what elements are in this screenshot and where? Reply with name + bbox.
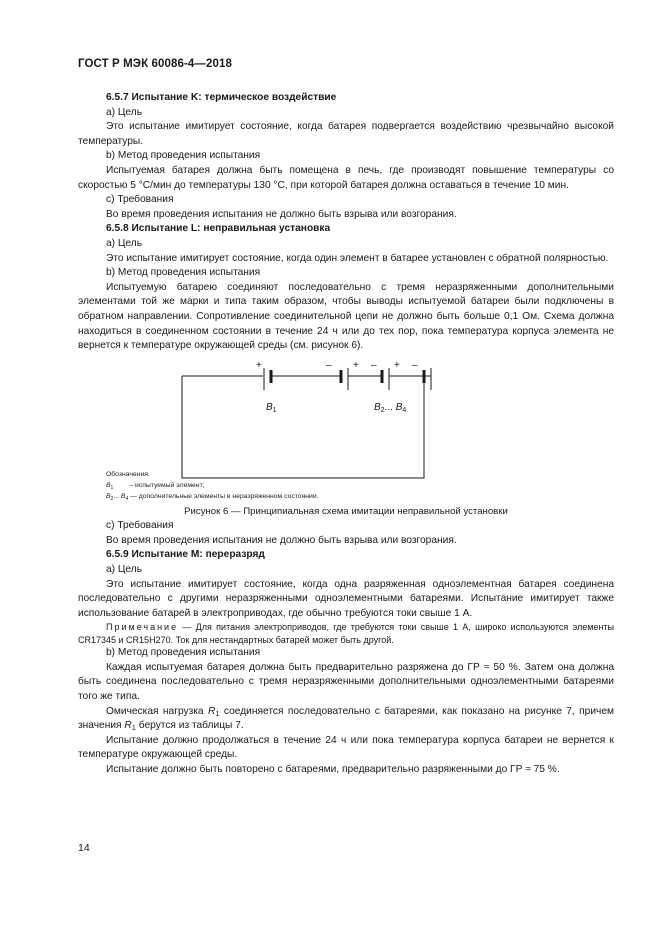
figure-6-circuit — [78, 359, 614, 505]
b3-minus-sign: – — [371, 359, 377, 371]
b2-plus-sign: + — [353, 359, 359, 371]
section-heading-657: 6.5.7 Испытание K: термическое воздействие — [106, 92, 337, 103]
s657-c-label: c) Требования — [106, 194, 174, 206]
b2-minus-sign: – — [326, 359, 332, 371]
s659-b-label: b) Метод проведения испытания — [106, 647, 261, 659]
s659-b-text4: Испытание должно быть повторено с батареями, предварительно разряженными до ГР ≈ 75 %. — [106, 764, 560, 775]
note-text: — Для питания электроприводов, где требуются токи свыше 1 А, широко используются элементы CR17345 и CR15H270. Ток для нестандартных батарей может быть другой. — [78, 622, 614, 645]
s658-a-label: a) Цель — [106, 237, 143, 249]
s659-a-text: Это испытание имитирует состояние, когда одна разряженная одноэлементная батарея соединена последовательно с другими неразряженными одноэлементными батареями. Испытание имитирует также использование батарей в электроприводах, где обычно требуются токи свыше 1 А. — [78, 578, 614, 619]
s657-b-label: b) Метод проведения испытания — [106, 150, 261, 162]
label-b2-b4: $B_2$... $B_4$ — [374, 401, 407, 414]
circuit-wire-loop — [182, 376, 424, 478]
s659-b-text2: Омическая нагрузка $R_1$ соединяется последовательно с батареями, как показано на рисунке 7, причем значения $R_1$ берутся из таблицы 7. — [78, 705, 614, 733]
b1-plus-sign: + — [256, 359, 262, 371]
s658-c-label: c) Требования — [106, 520, 174, 532]
s658-b-label: b) Метод проведения испытания — [106, 267, 261, 279]
legend-b2-b4: $B_2$... $B_4$ — дополнительные элементы в неразряженном состоянии. — [106, 493, 319, 503]
section-heading-658: 6.5.8 Испытание L: неправильная установка — [106, 223, 331, 235]
s657-b-text: Испытуемая батарея должна быть помещена в печь, где производят повышение температуры со скоростью 5 °C/мин до температуры 130 °C, при которой батарея должна оставаться в течение 10 мин. — [78, 164, 614, 191]
s659-b-text3: Испытание должно продолжаться в течение 24 ч или пока температура корпуса батареи не вернется к температуре окружающей среды. — [78, 734, 614, 761]
b3-plus-sign: + — [394, 359, 400, 371]
s659-b-text1: Каждая испытуемая батарея должна быть предварительно разряжена до ГР ≈ 50 %. Затем она должна быть соединена последовательно с тремя неразряженными дополнительными одноэлементными батареями того же типа. — [78, 661, 614, 703]
s659-a-label: a) Цель — [106, 564, 143, 576]
document-header: ГОСТ Р МЭК 60086-4—2018 — [78, 58, 232, 70]
s657-c-text: Во время проведения испытания не должно быть взрыва или возгорания. — [106, 208, 457, 220]
page-content — [78, 91, 614, 778]
s658-b-text: Испытуемую батарею соединяют последовательно с тремя неразряженными дополнительными элементами той же марки и типа таким образом, чтобы выводы испытуемой батареи были подключены в обратном направлении. Сопротивление соединительной цепи не должно быть больше 0,1 Ом. Схема должна находиться в соединенном состоянии в течение 24 ч или до тех пор, пока температура корпуса элемента не вернется к температуре окружающей среды (см. рисунок 6). — [78, 281, 614, 352]
s658-c-text: Во время проведения испытания не должно быть взрыва или возгорания. — [106, 534, 457, 546]
legend-b1: $B_1$ – испытуемый элемент; — [106, 481, 205, 491]
label-b1: $B_1$ — [266, 401, 277, 414]
legend-title: Обозначения. — [106, 470, 150, 478]
b4-minus-sign: – — [412, 359, 418, 371]
figure-6-caption: Рисунок 6 — Принципиальная схема имитации неправильной установки — [184, 505, 508, 517]
s658-a-text: Это испытание имитирует состояние, когда один элемент в батарее установлен с обратной полярностью. — [106, 252, 609, 264]
s657-a-text: Это испытание имитирует состояние, когда батарея подвергается воздействию чрезвычайно высокой температуры. — [78, 121, 614, 147]
s659-note — [78, 621, 614, 646]
figure-legend — [78, 465, 614, 503]
note-label: Примечание — [106, 622, 179, 633]
s657-a-label: a) Цель — [106, 106, 143, 118]
section-heading-659: 6.5.9 Испытание М: переразряд — [106, 549, 265, 561]
page-number: 14 — [78, 842, 90, 854]
